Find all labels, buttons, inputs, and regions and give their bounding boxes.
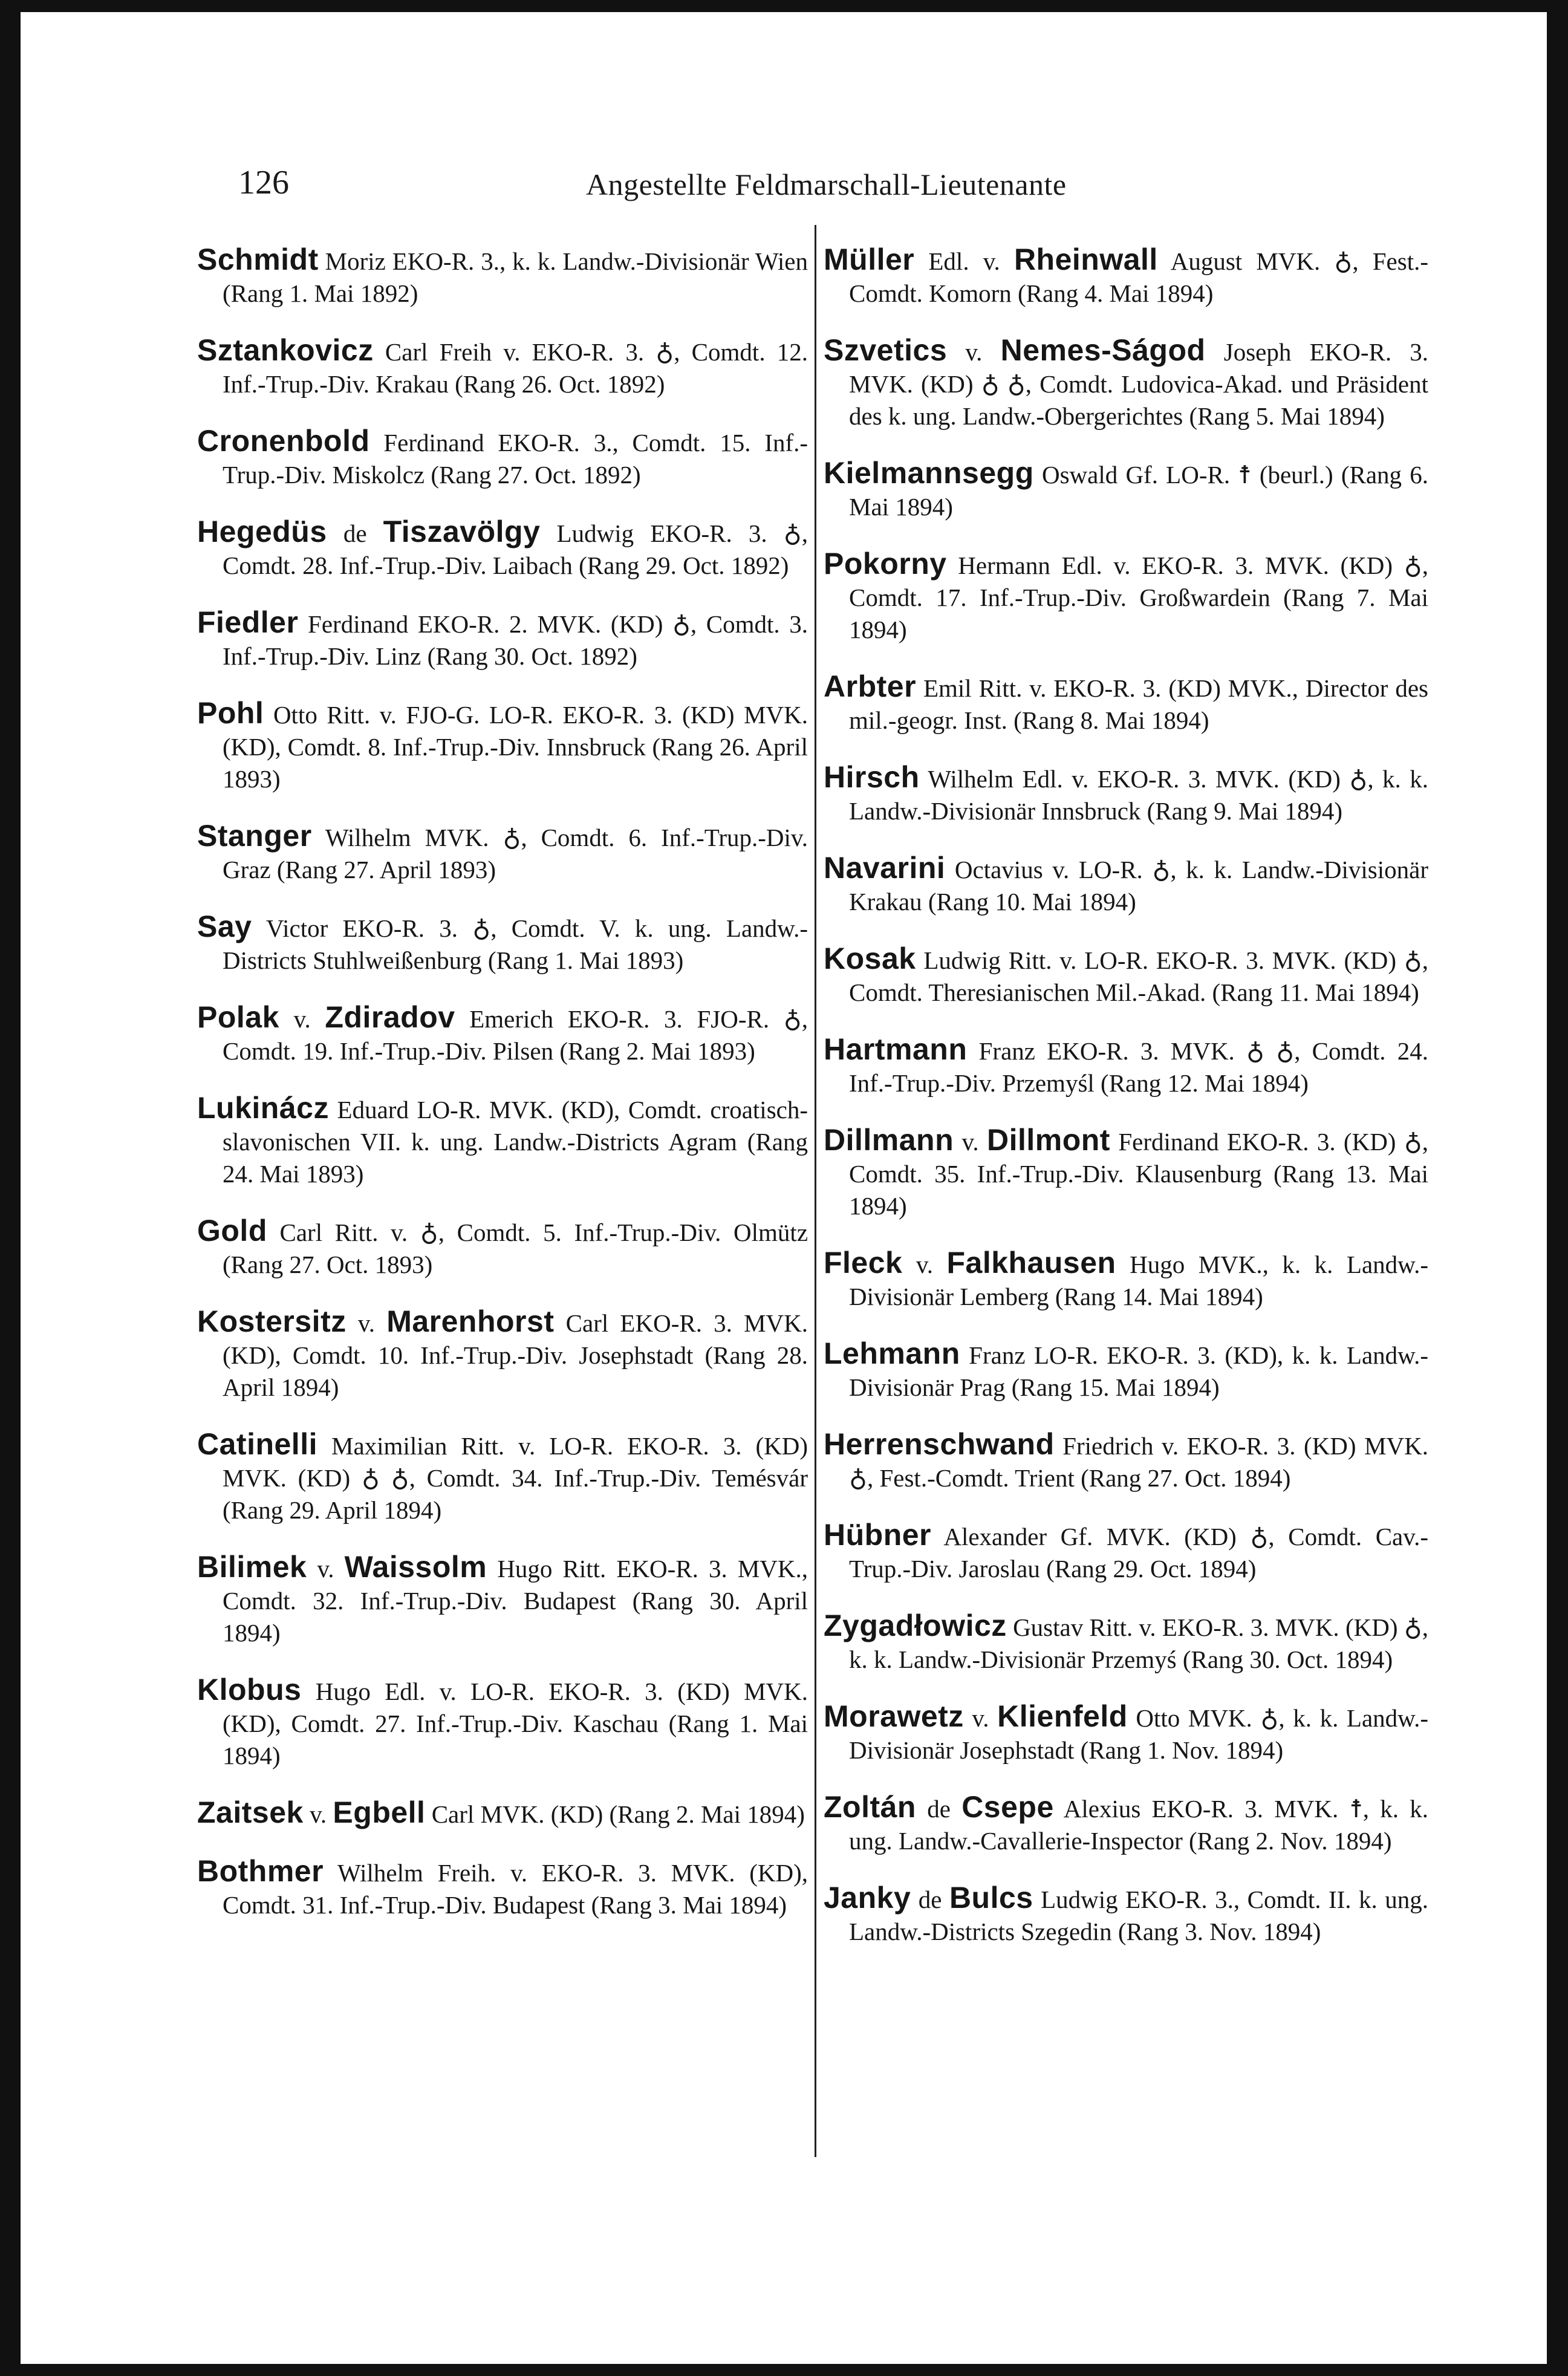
entry-details: Hugo MVK., k. k. Landw.-Divisionär Lemberg (Rang 14. Mai 1894) xyxy=(849,1251,1429,1310)
entry-details: Alexander Gf. MVK. (KD) ♁, Comdt. Cav.-Trup.-Div. Jaroslau (Rang 29. Oct. 1894) xyxy=(849,1523,1428,1583)
entry-details: Carl EKO-R. 3. MVK. (KD), Comdt. 10. Inf.-Trup.-Div. Josephstadt (Rang 28. April 1894) xyxy=(223,1309,808,1401)
officer-surname: Zoltán xyxy=(824,1790,916,1824)
roster-entry xyxy=(197,607,808,672)
entry-details: Wilhelm MVK. ♁, Comdt. 6. Inf.-Trup.-Div. Graz (Rang 27. April 1893) xyxy=(223,824,808,884)
name-particle: v. xyxy=(317,1555,334,1583)
officer-surname: Hübner xyxy=(824,1518,931,1552)
roster-entry xyxy=(197,1551,808,1649)
roster-entry xyxy=(197,244,808,310)
officer-surname: Hirsch xyxy=(824,760,920,794)
officer-surname: Sztankovicz xyxy=(197,333,374,367)
entry-details: Eduard LO-R. MVK. (KD), Comdt. croatisch-slavonischen VII. k. ung. Landw.-Districts Agram (Rang 24. Mai 1893) xyxy=(223,1096,808,1188)
officer-predicate-name: Csepe xyxy=(961,1790,1054,1824)
roster-entry xyxy=(824,1247,1428,1313)
roster-entry xyxy=(824,1124,1428,1222)
entry-details: Gustav Ritt. v. EKO-R. 3. MVK. (KD) ♁, k. k. Landw.-Divisionär Przemyś (Rang 30. Oct. 1894) xyxy=(849,1613,1428,1673)
entry-details: Carl Ritt. v. ♁, Comdt. 5. Inf.-Trup.-Div. Olmütz (Rang 27. Oct. 1893) xyxy=(223,1219,808,1278)
officer-surname: Zaitsek xyxy=(197,1795,304,1829)
roster-entry xyxy=(824,1701,1428,1766)
entry-details: Victor EKO-R. 3. ♁, Comdt. V. k. ung. Landw.-Districts Stuhlweißenburg (Rang 1. Mai 1893) xyxy=(223,914,808,974)
roster-entry xyxy=(197,1797,808,1831)
roster-entry xyxy=(197,1306,808,1404)
roster-entry xyxy=(824,1610,1428,1676)
entry-details: Moriz EKO-R. 3., k. k. Landw.-Divisionär Wien (Rang 1. Mai 1892) xyxy=(223,247,808,307)
officer-surname: Herrenschwand xyxy=(824,1427,1055,1461)
roster-entry xyxy=(197,1428,808,1526)
entry-details: Ludwig Ritt. v. LO-R. EKO-R. 3. MVK. (KD) ♁, Comdt. Theresianischen Mil.-Akad. (Rang 11. Mai 1894) xyxy=(849,946,1429,1006)
officer-surname: Lukinácz xyxy=(197,1091,329,1125)
name-particle: de xyxy=(918,1886,942,1913)
roster-entry xyxy=(824,334,1428,432)
roster-entry xyxy=(824,244,1428,310)
name-particle: v. xyxy=(972,1704,989,1732)
roster-entry xyxy=(197,1001,808,1067)
roster-entry xyxy=(197,425,808,491)
entry-details: Ferdinand EKO-R. 3. (KD) ♁, Comdt. 35. Inf.-Trup.-Div. Klausenburg (Rang 13. Mai 1894) xyxy=(849,1128,1429,1220)
officer-surname: Dillmann xyxy=(824,1123,954,1157)
roster-entry xyxy=(197,1092,808,1190)
officer-surname: Polak xyxy=(197,1000,279,1034)
officer-surname: Lehmann xyxy=(824,1336,960,1370)
roster-entry xyxy=(824,457,1428,523)
roster-entry xyxy=(197,911,808,977)
officer-surname: Hegedüs xyxy=(197,515,327,548)
entry-details: Otto MVK. ♁, k. k. Landw.-Divisionär Josephstadt (Rang 1. Nov. 1894) xyxy=(849,1704,1429,1764)
entry-details: Carl MVK. (KD) (Rang 2. Mai 1894) xyxy=(431,1800,805,1828)
officer-surname: Stanger xyxy=(197,819,312,853)
officer-surname: Kielmannsegg xyxy=(824,456,1034,490)
page-number: 126 xyxy=(238,164,289,201)
entry-details: Franz LO-R. EKO-R. 3. (KD), k. k. Landw.-Divisionär Prag (Rang 15. Mai 1894) xyxy=(849,1341,1428,1401)
roster-entry xyxy=(197,820,808,886)
roster-entry xyxy=(824,1519,1428,1585)
officer-surname: Kostersitz xyxy=(197,1304,346,1338)
roster-entry xyxy=(197,1215,808,1281)
officer-predicate-name: Nemes-Ságod xyxy=(1000,333,1206,367)
entry-details: Ludwig EKO-R. 3. ♁, Comdt. 28. Inf.-Trup.-Div. Laibach (Rang 29. Oct. 1892) xyxy=(223,519,808,579)
roster-entry xyxy=(824,1033,1428,1099)
name-particle: de xyxy=(927,1795,951,1823)
entry-details: Maximilian Ritt. v. LO-R. EKO-R. 3. (KD) MVK. (KD) ♁ ♁, Comdt. 34. Inf.-Trup.-Div. Temésvár (Rang 29. April 1894) xyxy=(223,1432,808,1524)
entry-details: Carl Freih v. EKO-R. 3. ♁, Comdt. 12. Inf.-Trup.-Div. Krakau (Rang 26. Oct. 1892) xyxy=(223,338,808,398)
officer-surname: Schmidt xyxy=(197,242,319,276)
roster-entry xyxy=(824,1338,1428,1404)
name-particle: v. xyxy=(293,1005,311,1033)
entry-details: Hugo Edl. v. LO-R. EKO-R. 3. (KD) MVK. (KD), Comdt. 27. Inf.-Trup.-Div. Kaschau (Rang 1. Mai 1894) xyxy=(223,1678,808,1769)
name-particle: v. xyxy=(357,1309,376,1337)
roster-entry xyxy=(197,697,808,795)
entry-details: Joseph EKO-R. 3. MVK. (KD) ♁ ♁, Comdt. Ludovica-Akad. und Präsident des k. ung. Landw.-Obergerichtes (Rang 5. Mai 1894) xyxy=(849,338,1429,430)
name-particle: de xyxy=(343,519,367,547)
entry-details: Alexius EKO-R. 3. MVK. ☨, k. k. ung. Landw.-Cavallerie-Inspector (Rang 2. Nov. 1894) xyxy=(849,1795,1429,1855)
officer-surname: Morawetz xyxy=(824,1699,964,1733)
officer-surname: Klobus xyxy=(197,1673,302,1707)
officer-surname: Arbter xyxy=(824,669,917,703)
entry-details: Ferdinand EKO-R. 2. MVK. (KD) ♁, Comdt. 3. Inf.-Trup.-Div. Linz (Rang 30. Oct. 1892) xyxy=(223,610,808,670)
roster-entry xyxy=(197,1674,808,1772)
entry-details: Otto Ritt. v. FJO-G. LO-R. EKO-R. 3. (KD) MVK. (KD), Comdt. 8. Inf.-Trup.-Div. Innsbruck (Rang 26. April 1893) xyxy=(223,701,808,793)
entry-details: Hermann Edl. v. EKO-R. 3. MVK. (KD) ♁, Comdt. 17. Inf.-Trup.-Div. Großwardein (Rang 7. Mai 1894) xyxy=(849,552,1428,643)
officer-surname: Janky xyxy=(824,1881,911,1915)
entry-details: Emil Ritt. v. EKO-R. 3. (KD) MVK., Director des mil.-geogr. Inst. (Rang 8. Mai 1894) xyxy=(849,674,1428,734)
name-particle: v. xyxy=(916,1251,933,1278)
officer-predicate-name: Waissolm xyxy=(344,1550,487,1584)
officer-surname: Müller xyxy=(824,242,915,276)
entry-details: Hugo Ritt. EKO-R. 3. MVK., Comdt. 32. Inf.-Trup.-Div. Budapest (Rang 30. April 1894) xyxy=(223,1555,808,1647)
roster-entry xyxy=(197,516,808,582)
entry-details: Wilhelm Edl. v. EKO-R. 3. MVK. (KD) ♁, k. k. Landw.-Divisionär Innsbruck (Rang 9. Mai 1894) xyxy=(849,765,1428,825)
name-particle: v. xyxy=(965,338,983,366)
officer-predicate-name: Bulcs xyxy=(949,1881,1033,1915)
entry-details: Oswald Gf. LO-R. ☨ (beurl.) (Rang 6. Mai 1894) xyxy=(849,461,1428,521)
name-particle: Edl. v. xyxy=(928,247,1000,275)
column-divider xyxy=(815,225,816,2157)
entry-details: Ferdinand EKO-R. 3., Comdt. 15. Inf.-Trup.-Div. Miskolcz (Rang 27. Oct. 1892) xyxy=(223,429,808,489)
officer-surname: Zygadłowicz xyxy=(824,1609,1007,1642)
officer-predicate-name: Egbell xyxy=(333,1795,426,1829)
entry-details: August MVK. ♁, Fest.-Comdt. Komorn (Rang 4. Mai 1894) xyxy=(849,247,1428,307)
officer-surname: Navarini xyxy=(824,851,946,885)
officer-surname: Say xyxy=(197,910,252,943)
entry-details: Wilhelm Freih. v. EKO-R. 3. MVK. (KD), Comdt. 31. Inf.-Trup.-Div. Budapest (Rang 3. Mai 1894) xyxy=(223,1859,808,1919)
roster-entry xyxy=(824,671,1428,737)
officer-surname: Kosak xyxy=(824,942,916,975)
officer-predicate-name: Marenhorst xyxy=(386,1304,555,1338)
officer-predicate-name: Falkhausen xyxy=(946,1246,1116,1280)
left-column xyxy=(197,219,808,1933)
officer-surname: Bothmer xyxy=(197,1854,324,1888)
roster-entry xyxy=(824,548,1428,646)
officer-surname: Catinelli xyxy=(197,1427,317,1461)
roster-entry xyxy=(824,943,1428,1009)
officer-predicate-name: Rheinwall xyxy=(1013,242,1158,276)
roster-entry xyxy=(197,1855,808,1921)
entry-details: Friedrich v. EKO-R. 3. (KD) MVK. ♁, Fest.-Comdt. Trient (Rang 27. Oct. 1894) xyxy=(849,1432,1428,1492)
roster-entry xyxy=(824,1791,1428,1857)
roster-entry xyxy=(824,761,1428,827)
officer-surname: Pohl xyxy=(197,696,264,730)
roster-entry xyxy=(824,1882,1428,1948)
officer-predicate-name: Zdiradov xyxy=(325,1000,455,1034)
officer-predicate-name: Dillmont xyxy=(986,1123,1110,1157)
officer-surname: Fiedler xyxy=(197,605,299,639)
roster-entry xyxy=(824,852,1428,918)
officer-surname: Gold xyxy=(197,1214,267,1248)
name-particle: v. xyxy=(961,1128,979,1156)
officer-surname: Hartmann xyxy=(824,1032,968,1066)
roster-entry xyxy=(824,1428,1428,1494)
officer-predicate-name: Klienfeld xyxy=(997,1699,1128,1733)
right-column xyxy=(824,219,1428,1959)
entry-details: Octavius v. LO-R. ♁, k. k. Landw.-Divisionär Krakau (Rang 10. Mai 1894) xyxy=(849,856,1428,916)
name-particle: v. xyxy=(310,1800,327,1828)
officer-surname: Bilimek xyxy=(197,1550,307,1584)
officer-surname: Fleck xyxy=(824,1246,903,1280)
entry-details: Franz EKO-R. 3. MVK. ♁ ♁, Comdt. 24. Inf.-Trup.-Div. Przemyśl (Rang 12. Mai 1894) xyxy=(849,1037,1429,1097)
roster-entry xyxy=(197,334,808,400)
entry-details: Emerich EKO-R. 3. FJO-R. ♁, Comdt. 19. Inf.-Trup.-Div. Pilsen (Rang 2. Mai 1893) xyxy=(223,1005,808,1065)
officer-surname: Pokorny xyxy=(824,547,947,581)
entry-details: Ludwig EKO-R. 3., Comdt. II. k. ung. Landw.-Districts Szegedin (Rang 3. Nov. 1894) xyxy=(849,1886,1428,1945)
officer-surname: Szvetics xyxy=(824,333,948,367)
officer-predicate-name: Tiszavölgy xyxy=(383,515,541,548)
running-title: Angestellte Feldmarschall-Lieutenante xyxy=(586,168,1067,201)
officer-surname: Cronenbold xyxy=(197,424,370,458)
